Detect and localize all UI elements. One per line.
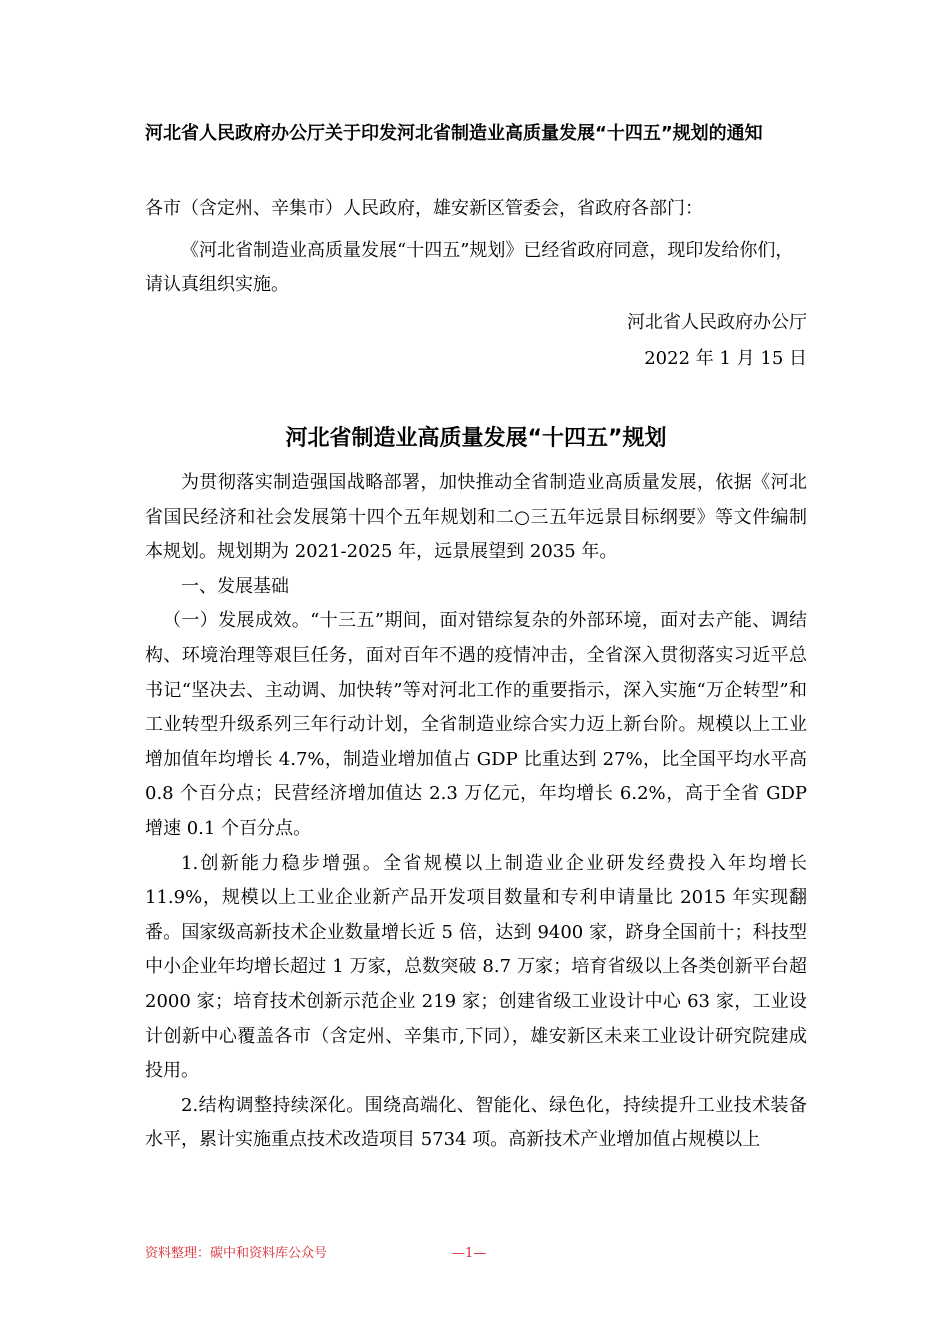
footer-page-number: —1—: [452, 1246, 487, 1261]
plan-title: 河北省制造业高质量发展“十四五”规划: [285, 426, 667, 451]
notice-addressee: 各市（含定州、辛集市）人民政府，雄安新区管委会，省政府各部门：: [145, 198, 703, 219]
plan-paragraph-innovation: 1.创新能力稳步增强。全省规模以上制造业企业研发经费投入年均增长 11.9%，规模以上工业企业新产品开发项目数量和专利申请量比 2015 年实现翻番。国家级高新技术企业数量增长近 5 倍，达到 9400 家，跻身全国前十；科技型中小企业年均增长超过 1 万家，总数突破 8.7 万家；培育省级以上各类创新平台超 2000 家；培育技术创新示范企业 219 家；创建省级工业设计中心 63 家，工业设计创新中心覆盖各市（含定州、辛集市,下同），雄安新区未来工业设计研究院建成投用。: [145, 852, 807, 1082]
notice-title: 河北省人民政府办公厅关于印发河北省制造业高质量发展“十四五”规划的通知: [145, 123, 763, 144]
footer-source: 资料整理：碳中和资料库公众号: [145, 1246, 328, 1261]
section-heading-development-basis: 一、发展基础: [181, 575, 289, 597]
plan-body: [145, 466, 807, 1158]
notice-signer: 河北省人民政府办公厅: [627, 312, 807, 333]
plan-paragraph-structure: 2.结构调整持续深化。围绕高端化、智能化、绿色化，持续提升工业技术装备水平，累计实施重点技术改造项目 5734 项。高新技术产业增加值占规模以上: [145, 1094, 807, 1151]
notice-body: 《河北省制造业高质量发展“十四五”规划》已经省政府同意，现印发给你们，请认真组织实施。: [145, 240, 794, 295]
plan-paragraph-achievements: （一）发展成效。“十三五”期间，面对错综复杂的外部环境，面对去产能、调结构、环境治理等艰巨任务，面对百年不遇的疫情冲击，全省深入贯彻落实习近平总书记“坚决去、主动调、加快转”等对河北工作的重要指示，深入实施“万企转型”和工业转型升级系列三年行动计划，全省制造业综合实力迈上新台阶。规模以上工业增加值年均增长 4.7%，制造业增加值占 GDP 比重达到 27%，比全国平均水平高 0.8 个百分点；民营经济增加值达 2.3 万亿元，年均增长 6.2%，高于全省 GDP 增速 0.1 个百分点。: [145, 610, 807, 839]
plan-paragraph-intro: 为贯彻落实制造强国战略部署，加快推动全省制造业高质量发展，依据《河北省国民经济和社会发展第十四个五年规划和二○三五年远景目标纲要》等文件编制本规划。规划期为 2021-2025 年，远景展望到 2035 年。: [145, 472, 807, 563]
notice-date: 2022 年 1 月 15 日: [644, 348, 807, 369]
